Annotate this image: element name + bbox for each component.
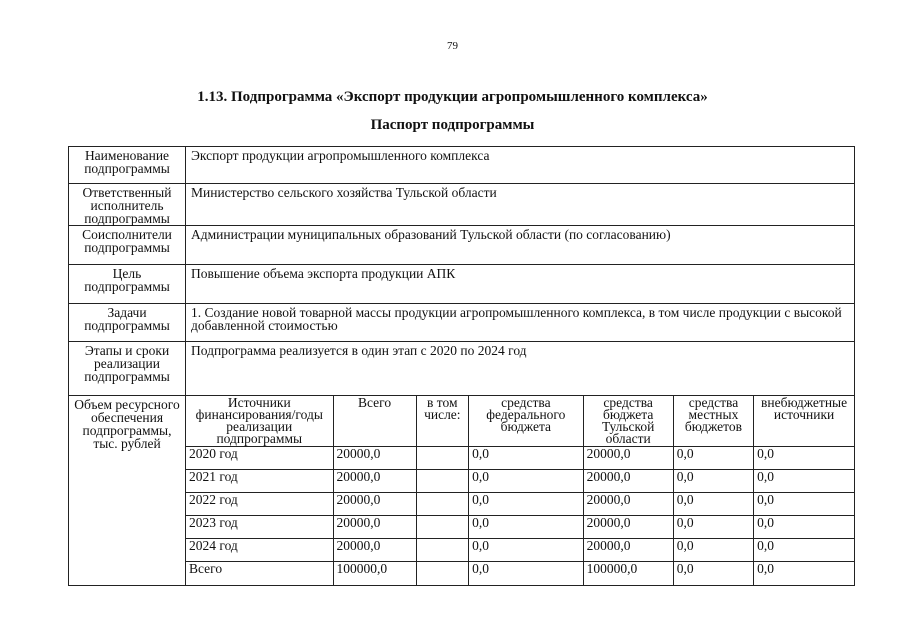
table-row <box>186 470 854 493</box>
table-cell: 0,0 <box>469 516 584 539</box>
finance-header-row <box>186 396 854 447</box>
header-cell: средства местных бюджетов <box>673 396 753 447</box>
table-cell: 2022 год <box>186 493 333 516</box>
table-cell: 0,0 <box>469 470 584 493</box>
table-cell: 0,0 <box>469 539 584 562</box>
row-value: 1. Создание новой товарной массы продукции агропромышленного комплекса, в том числе продукции с высокой добавленной стоимостью <box>186 304 855 342</box>
table-row <box>186 516 854 539</box>
header-cell: внебюджетные источники <box>754 396 854 447</box>
table-cell: 20000,0 <box>583 470 673 493</box>
finance-table <box>186 396 854 585</box>
header-cell: Источники финансирования/годы реализации подпрограммы <box>186 396 333 447</box>
table-cell <box>416 470 469 493</box>
header-cell: средства федерального бюджета <box>469 396 584 447</box>
row-label: Задачи подпрограммы <box>69 304 186 342</box>
table-cell: 0,0 <box>754 470 854 493</box>
table-cell <box>416 447 469 470</box>
row-label: Ответственный исполнитель подпрограммы <box>69 184 186 226</box>
table-cell: 0,0 <box>673 493 753 516</box>
passport-row-finance <box>69 396 855 586</box>
table-row <box>186 539 854 562</box>
row-value: Администрации муниципальных образований Тульской области (по согласованию) <box>186 226 855 265</box>
row-label: Цель подпрограммы <box>69 265 186 304</box>
row-value: Министерство сельского хозяйства Тульской области <box>186 184 855 226</box>
table-cell: 0,0 <box>673 470 753 493</box>
table-row-total <box>186 562 854 586</box>
passport-row-name <box>69 147 855 184</box>
table-cell: 0,0 <box>673 516 753 539</box>
table-cell: 2020 год <box>186 447 333 470</box>
table-cell: 20000,0 <box>333 493 416 516</box>
table-cell: 0,0 <box>754 539 854 562</box>
header-cell: Всего <box>333 396 416 447</box>
table-cell: 0,0 <box>754 493 854 516</box>
table-cell: 20000,0 <box>333 470 416 493</box>
table-cell: 0,0 <box>469 562 584 586</box>
table-cell: 100000,0 <box>333 562 416 586</box>
passport-row-tasks <box>69 304 855 342</box>
table-cell: 2021 год <box>186 470 333 493</box>
table-cell: 20000,0 <box>333 516 416 539</box>
table-cell <box>416 539 469 562</box>
finance-cell <box>186 396 855 586</box>
page-number: 79 <box>447 40 458 52</box>
table-cell: 0,0 <box>673 447 753 470</box>
table-cell: 0,0 <box>673 562 753 586</box>
passport-row-responsible <box>69 184 855 226</box>
table-cell: 0,0 <box>754 447 854 470</box>
table-cell: 0,0 <box>754 516 854 539</box>
table-cell: Всего <box>186 562 333 586</box>
table-cell: 0,0 <box>673 539 753 562</box>
row-label: Наименование подпрограммы <box>69 147 186 184</box>
header-cell: средства бюджета Тульской области <box>583 396 673 447</box>
row-value: Подпрограмма реализуется в один этап с 2020 по 2024 год <box>186 342 855 396</box>
table-cell: 0,0 <box>754 562 854 586</box>
passport-heading: Паспорт подпрограммы <box>370 117 535 133</box>
row-label: Соисполнители подпрограммы <box>69 226 186 265</box>
row-value: Повышение объема экспорта продукции АПК <box>186 265 855 304</box>
table-cell: 2024 год <box>186 539 333 562</box>
row-label: Объем ресурсного обеспечения подпрограммы, тыс. рублей <box>69 396 186 586</box>
header-cell: в том числе: <box>416 396 469 447</box>
table-cell: 20000,0 <box>583 516 673 539</box>
table-cell <box>416 493 469 516</box>
table-cell: 20000,0 <box>583 539 673 562</box>
table-cell: 0,0 <box>469 447 584 470</box>
table-cell: 100000,0 <box>583 562 673 586</box>
section-title: 1.13. Подпрограмма «Экспорт продукции агропромышленного комплекса» <box>197 89 708 105</box>
table-cell <box>416 562 469 586</box>
table-row <box>186 447 854 470</box>
table-cell <box>416 516 469 539</box>
table-cell: 2023 год <box>186 516 333 539</box>
table-cell: 0,0 <box>469 493 584 516</box>
table-cell: 20000,0 <box>333 447 416 470</box>
table-cell: 20000,0 <box>583 447 673 470</box>
passport-row-coexecutors <box>69 226 855 265</box>
row-label: Этапы и сроки реализации подпрограммы <box>69 342 186 396</box>
row-value: Экспорт продукции агропромышленного комплекса <box>186 147 855 184</box>
passport-row-goal <box>69 265 855 304</box>
passport-row-stages <box>69 342 855 396</box>
passport-table <box>68 146 855 586</box>
table-row <box>186 493 854 516</box>
table-cell: 20000,0 <box>333 539 416 562</box>
table-cell: 20000,0 <box>583 493 673 516</box>
